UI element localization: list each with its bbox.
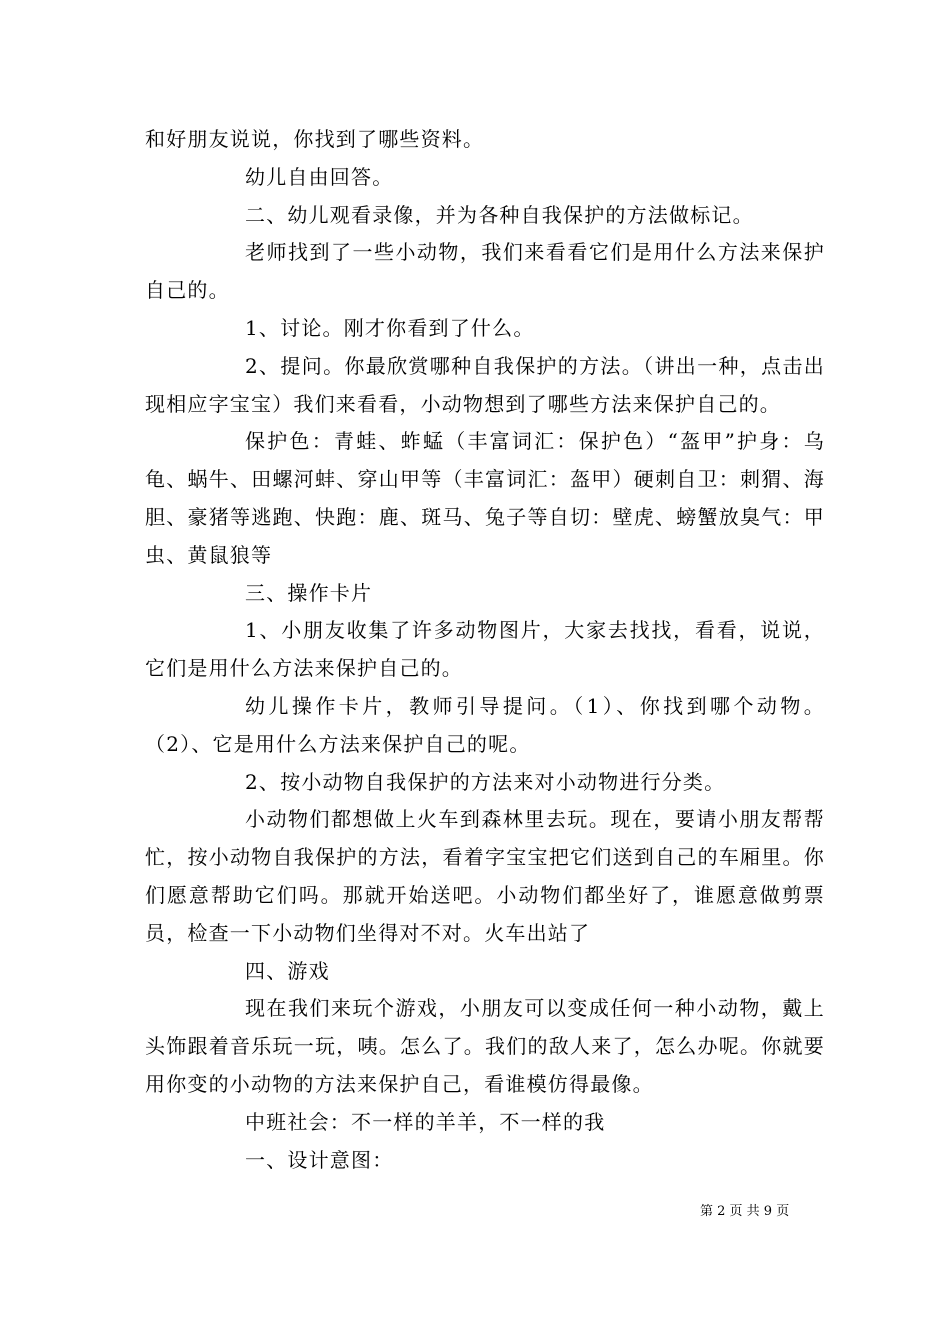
paragraph-p16: 一、设计意图： <box>245 1147 394 1172</box>
document-body <box>145 121 825 1179</box>
paragraph-p01: 和好朋友说说，你找到了哪些资料。 <box>145 127 485 151</box>
paragraph-p14: 现在我们来玩个游戏，小朋友可以变成任何一种小动物，戴上头饰跟着音乐玩一玩，咦。怎么了。我们的敌人来了，怎么办呢。你就要用你变的小动物的方法来保护自己，看谁模仿得最像。 <box>145 996 825 1096</box>
paragraph-p13: 四、游戏 <box>245 958 330 983</box>
paragraph-p03: 二、幼儿观看录像，并为各种自我保护的方法做标记。 <box>245 202 754 227</box>
paragraph-p09: 1、小朋友收集了许多动物图片，大家去找找，看看，说说，它们是用什么方法来保护自己的。 <box>145 618 825 681</box>
paragraph-p12: 小动物们都想做上火车到森林里去玩。现在，要请小朋友帮帮忙，按小动物自我保护的方法，看着字宝宝把它们送到自己的车厢里。你们愿意帮助它们吗。那就开始送吧。小动物们都坐好了，谁愿意做剪票员，检查一下小动物们坐得对不对。火车出站了 <box>145 807 825 945</box>
paragraph-p15: 中班社会：不一样的羊羊，不一样的我 <box>245 1109 606 1134</box>
paragraph-p04: 老师找到了一些小动物，我们来看看它们是用什么方法来保护自己的。 <box>145 240 825 303</box>
paragraph-p08: 三、操作卡片 <box>245 580 373 605</box>
paragraph-p02: 幼儿自由回答。 <box>245 164 394 189</box>
paragraph-p10: 幼儿操作卡片，教师引导提问。（1）、你找到哪个动物。（2）、它是用什么方法来保护自己的呢。 <box>145 693 825 756</box>
page-number-footer: 第 2 页 共 9 页 <box>700 1204 790 1219</box>
paragraph-p07: 保护色：青蛙、蚱蜢（丰富词汇：保护色）“盔甲”护身：乌龟、蜗牛、田螺河蚌、穿山甲等（丰富词汇：盔甲）硬刺自卫：刺猬、海胆、豪猪等逃跑、快跑：鹿、斑马、兔子等自切：壁虎、螃蟹放臭气：甲虫、黄鼠狼等 <box>145 429 825 567</box>
paragraph-p11: 2、按小动物自我保护的方法来对小动物进行分类。 <box>245 769 726 794</box>
paragraph-p06: 2、提问。你最欣赏哪种自我保护的方法。（讲出一种，点击出现相应字宝宝）我们来看看，小动物想到了哪些方法来保护自己的。 <box>145 353 825 416</box>
paragraph-p05: 1、讨论。刚才你看到了什么。 <box>245 315 535 340</box>
